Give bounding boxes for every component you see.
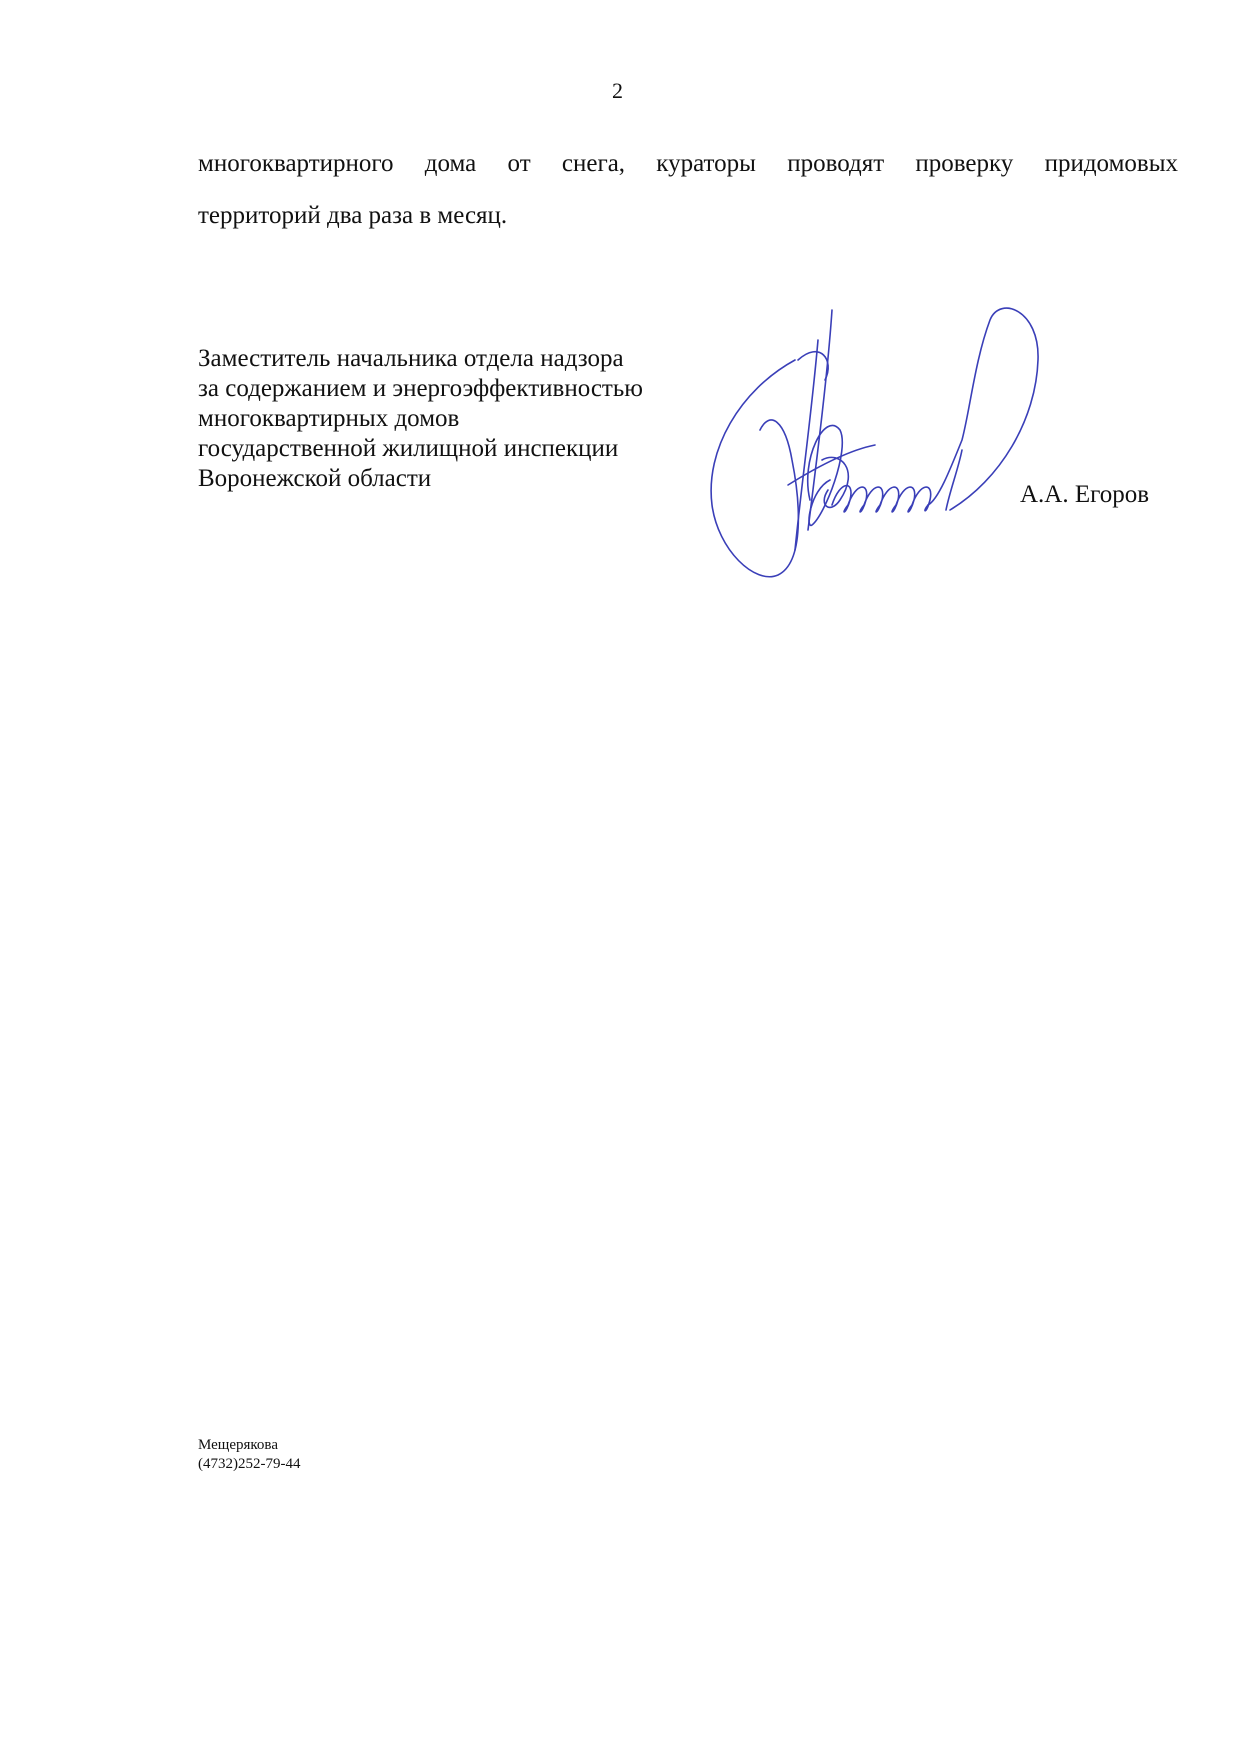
signer-position-line-1: Заместитель начальника отдела надзора — [198, 345, 624, 372]
signer-position-line-5: Воронежской области — [198, 465, 432, 492]
signer-name: А.А. Егоров — [1020, 481, 1150, 508]
signer-position-line-4: государственной жилищной инспекции — [198, 435, 619, 462]
page-number: 2 — [612, 78, 623, 103]
handwritten-signature — [700, 300, 1060, 590]
executor-phone: (4732)252-79-44 — [198, 1456, 301, 1472]
executor-info — [198, 1436, 300, 1474]
executor-name: Мещерякова — [198, 1437, 278, 1453]
signer-position — [198, 344, 643, 494]
body-line-2: территорий два раза в месяц. — [198, 202, 508, 229]
body-paragraph — [198, 138, 1178, 242]
signer-position-line-2: за содержанием и энергоэффективностью — [198, 375, 643, 402]
body-line-1: многоквартирного дома от снега, кураторы проводят проверку придомовых — [198, 150, 1178, 177]
signer-position-line-3: многоквартирных домов — [198, 405, 460, 432]
